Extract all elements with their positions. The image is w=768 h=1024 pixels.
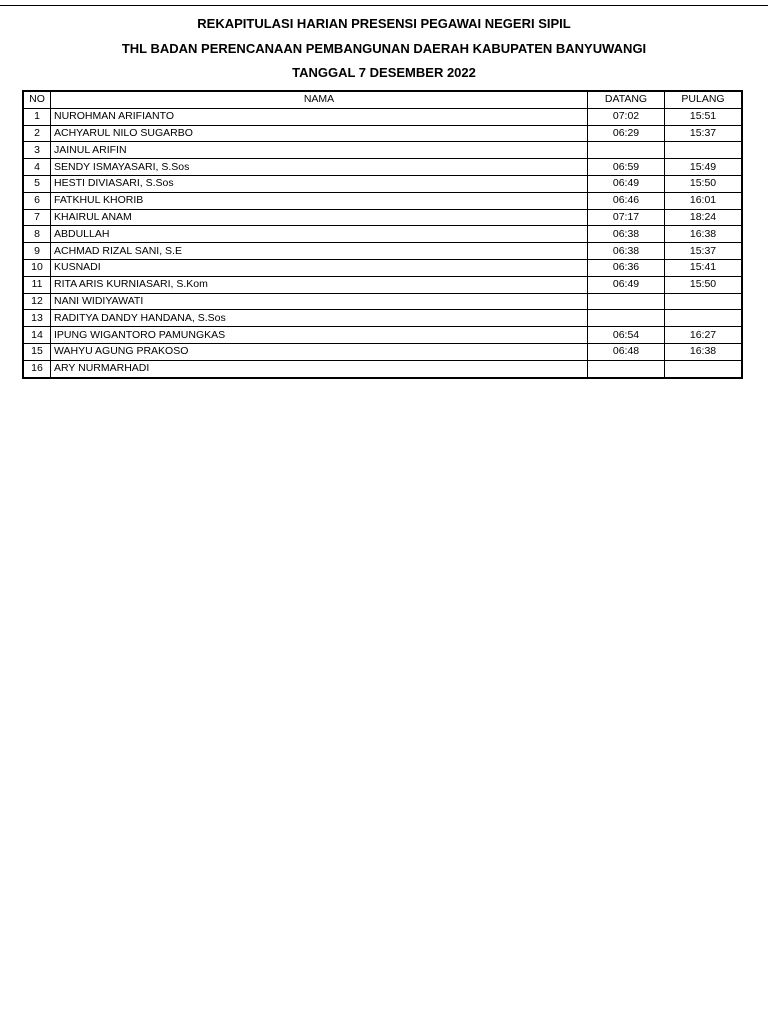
table-row <box>23 310 742 327</box>
column-header-datang: DATANG <box>588 91 665 108</box>
cell-nama: NANI WIDIYAWATI <box>51 293 588 310</box>
attendance-table <box>22 90 743 379</box>
table-row <box>23 209 742 226</box>
cell-pulang: 15:50 <box>665 175 743 192</box>
cell-pulang: 15:49 <box>665 159 743 176</box>
top-divider <box>0 5 768 6</box>
cell-no: 5 <box>23 175 51 192</box>
table-header-row <box>23 91 742 108</box>
cell-nama: KHAIRUL ANAM <box>51 209 588 226</box>
cell-no: 7 <box>23 209 51 226</box>
cell-nama: RITA ARIS KURNIASARI, S.Kom <box>51 276 588 293</box>
cell-pulang: 15:37 <box>665 125 743 142</box>
table-row <box>23 327 742 344</box>
table-row <box>23 343 742 360</box>
table-row <box>23 243 742 260</box>
cell-no: 11 <box>23 276 51 293</box>
column-header-nama: NAMA <box>51 91 588 108</box>
cell-datang: 06:29 <box>588 125 665 142</box>
cell-datang: 06:38 <box>588 243 665 260</box>
cell-nama: NUROHMAN ARIFIANTO <box>51 108 588 125</box>
cell-pulang <box>665 142 743 159</box>
cell-pulang: 15:51 <box>665 108 743 125</box>
cell-nama: ARY NURMARHADI <box>51 360 588 377</box>
cell-no: 10 <box>23 259 51 276</box>
cell-datang <box>588 142 665 159</box>
cell-datang: 06:46 <box>588 192 665 209</box>
table-body <box>23 108 742 377</box>
cell-no: 9 <box>23 243 51 260</box>
cell-datang: 06:59 <box>588 159 665 176</box>
cell-nama: JAINUL ARIFIN <box>51 142 588 159</box>
cell-datang: 07:17 <box>588 209 665 226</box>
cell-datang: 06:49 <box>588 276 665 293</box>
table-row <box>23 125 742 142</box>
cell-datang <box>588 293 665 310</box>
table-row <box>23 276 742 293</box>
cell-no: 14 <box>23 327 51 344</box>
cell-no: 13 <box>23 310 51 327</box>
cell-pulang: 15:41 <box>665 259 743 276</box>
cell-pulang: 16:38 <box>665 226 743 243</box>
report-subtitle: THL BADAN PERENCANAAN PEMBANGUNAN DAERAH KABUPATEN BANYUWANGI <box>121 41 647 56</box>
cell-nama: SENDY ISMAYASARI, S.Sos <box>51 159 588 176</box>
cell-nama: RADITYA DANDY HANDANA, S.Sos <box>51 310 588 327</box>
cell-datang <box>588 310 665 327</box>
table-row <box>23 108 742 125</box>
report-title: REKAPITULASI HARIAN PRESENSI PEGAWAI NEGERI SIPIL <box>197 16 571 31</box>
cell-pulang <box>665 310 743 327</box>
table-row <box>23 192 742 209</box>
cell-no: 4 <box>23 159 51 176</box>
cell-datang: 07:02 <box>588 108 665 125</box>
cell-nama: IPUNG WIGANTORO PAMUNGKAS <box>51 327 588 344</box>
cell-nama: ABDULLAH <box>51 226 588 243</box>
cell-nama: FATKHUL KHORIB <box>51 192 588 209</box>
cell-no: 12 <box>23 293 51 310</box>
column-header-no: NO <box>23 91 51 108</box>
cell-datang: 06:48 <box>588 343 665 360</box>
cell-nama: ACHYARUL NILO SUGARBO <box>51 125 588 142</box>
cell-no: 1 <box>23 108 51 125</box>
cell-pulang: 15:50 <box>665 276 743 293</box>
table-row <box>23 175 742 192</box>
cell-nama: HESTI DIVIASARI, S.Sos <box>51 175 588 192</box>
cell-pulang: 16:01 <box>665 192 743 209</box>
cell-pulang: 16:27 <box>665 327 743 344</box>
cell-pulang: 16:38 <box>665 343 743 360</box>
cell-nama: KUSNADI <box>51 259 588 276</box>
cell-nama: WAHYU AGUNG PRAKOSO <box>51 343 588 360</box>
cell-pulang: 15:37 <box>665 243 743 260</box>
table-row <box>23 360 742 377</box>
cell-no: 8 <box>23 226 51 243</box>
cell-no: 6 <box>23 192 51 209</box>
cell-pulang <box>665 360 743 377</box>
cell-datang <box>588 360 665 377</box>
table-row <box>23 159 742 176</box>
table-row <box>23 226 742 243</box>
cell-no: 16 <box>23 360 51 377</box>
cell-datang: 06:36 <box>588 259 665 276</box>
table-row <box>23 259 742 276</box>
cell-no: 3 <box>23 142 51 159</box>
cell-pulang <box>665 293 743 310</box>
cell-pulang: 18:24 <box>665 209 743 226</box>
cell-datang: 06:38 <box>588 226 665 243</box>
cell-nama: ACHMAD RIZAL SANI, S.E <box>51 243 588 260</box>
table-row <box>23 293 742 310</box>
cell-datang: 06:54 <box>588 327 665 344</box>
cell-no: 2 <box>23 125 51 142</box>
cell-datang: 06:49 <box>588 175 665 192</box>
report-date: TANGGAL 7 DESEMBER 2022 <box>292 65 476 80</box>
column-header-pulang: PULANG <box>665 91 743 108</box>
table-row <box>23 142 742 159</box>
cell-no: 15 <box>23 343 51 360</box>
